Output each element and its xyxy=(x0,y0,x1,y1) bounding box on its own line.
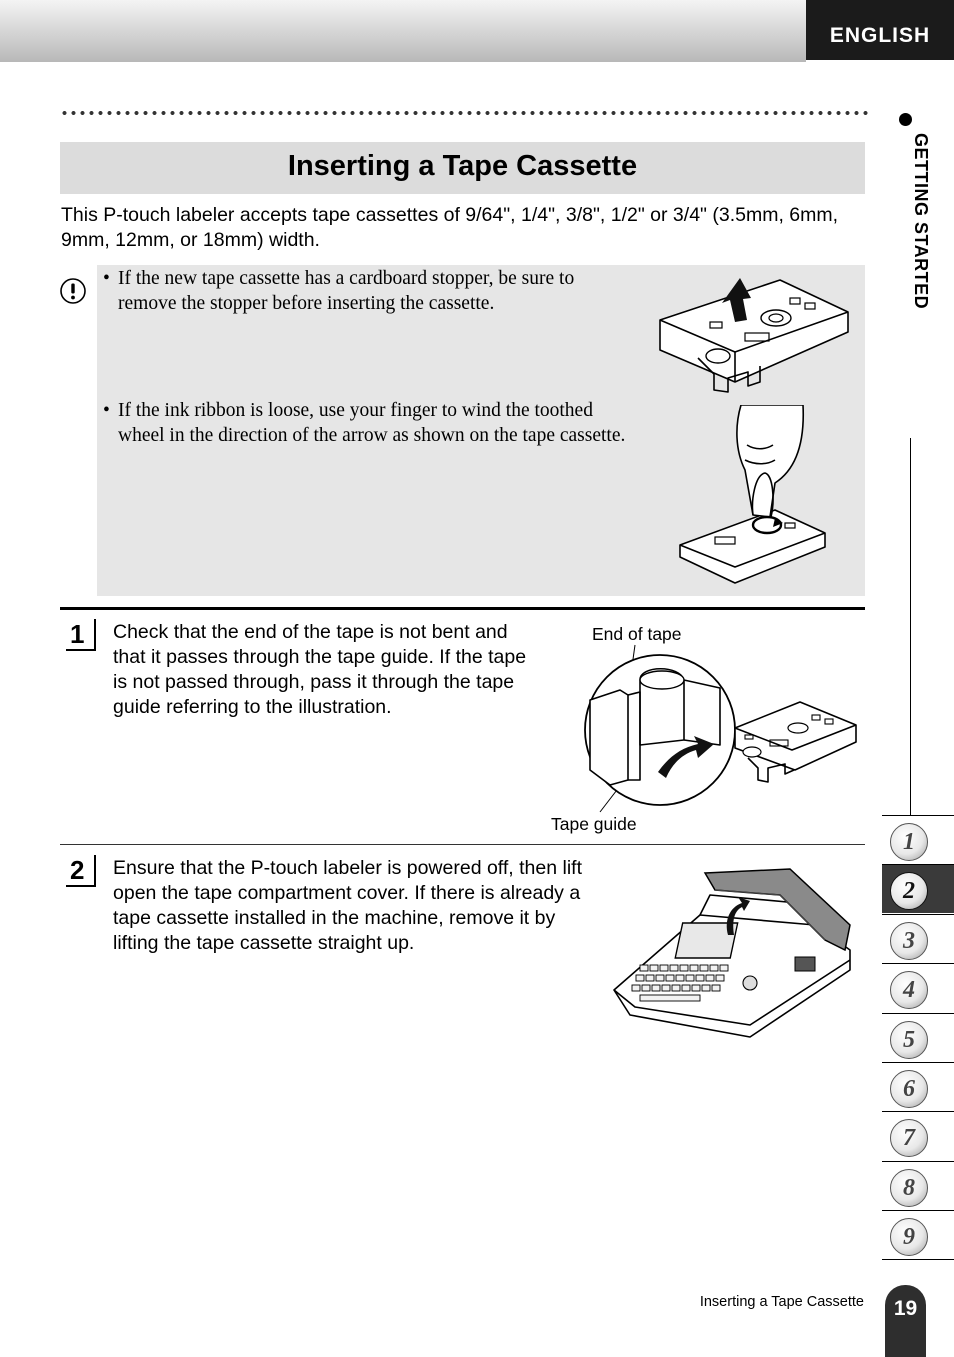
step-divider xyxy=(60,844,865,845)
chapter-number: 2 xyxy=(890,872,928,910)
chapter-number: 6 xyxy=(890,1070,928,1108)
chapter-tab-5[interactable] xyxy=(882,1013,954,1062)
note-item-text: If the ink ribbon is loose, use your finger to wind the toothed wheel in the direction of the arrow as shown on the tape cassette. xyxy=(118,400,626,446)
bullet-marker: • xyxy=(103,400,110,421)
title-banner xyxy=(60,142,865,194)
tape-guide-label: Tape guide xyxy=(551,814,637,834)
chapter-tab-1[interactable] xyxy=(882,815,954,864)
note-item-text: If the new tape cassette has a cardboard stopper, be sure to remove the stopper before inserting the cassette. xyxy=(118,268,575,314)
chapter-number: 7 xyxy=(890,1119,928,1157)
dotted-divider xyxy=(60,110,868,116)
chapter-tab-3[interactable] xyxy=(882,914,954,963)
cassette-stopper-illustration xyxy=(650,270,855,400)
section-rule xyxy=(60,607,865,610)
chapter-tab-8[interactable] xyxy=(882,1161,954,1210)
section-bullet xyxy=(899,113,912,126)
chapter-tab-7[interactable] xyxy=(882,1111,954,1160)
labeler-open-illustration xyxy=(610,865,858,1045)
step-2-text: Ensure that the P-touch labeler is powered off, then lift open the tape compartment cover. If there is already a tape cassette installed in the machine, remove it by lifting the tape cassette straight up. xyxy=(113,857,582,954)
chapter-tab-4[interactable] xyxy=(882,963,954,1012)
header-bar xyxy=(0,0,806,62)
step-1-number: 1 xyxy=(70,619,85,649)
chapter-number: 1 xyxy=(890,823,928,861)
chapter-number: 9 xyxy=(890,1218,928,1256)
step-1-text: Check that the end of the tape is not bent and that it passes through the tape guide. If the tape is not passed through, pass it through the tape guide referring to the illustration. xyxy=(113,621,527,718)
chapter-number: 8 xyxy=(890,1169,928,1207)
tape-guide-illustration xyxy=(580,640,860,820)
language-label: ENGLISH xyxy=(806,0,954,60)
end-of-tape-label: End of tape xyxy=(592,624,682,644)
chapter-tab-6[interactable] xyxy=(882,1062,954,1111)
chapter-tab-9[interactable] xyxy=(882,1210,954,1260)
sidebar-rule xyxy=(910,438,911,816)
section-label: GETTING STARTED xyxy=(911,133,931,310)
note-item-2 xyxy=(103,398,638,448)
page-number: 19 xyxy=(885,1285,926,1357)
intro-text: This P-touch labeler accepts tape cassettes of 9/64", 1/4", 3/8", 1/2" or 3/4" (3.5mm, 6mm, 9mm, 12mm, or 18mm) width. xyxy=(61,204,839,251)
chapter-tab-2[interactable] xyxy=(882,864,954,913)
chapter-number: 3 xyxy=(890,922,928,960)
step-2-number: 2 xyxy=(70,855,85,885)
chapter-number: 4 xyxy=(890,971,928,1009)
bullet-marker: • xyxy=(103,268,110,289)
chapter-number: 5 xyxy=(890,1021,928,1059)
caution-icon xyxy=(60,278,86,304)
page-title: Inserting a Tape Cassette xyxy=(287,150,638,182)
note-item-1 xyxy=(103,266,618,316)
finger-wind-illustration xyxy=(675,405,835,590)
running-footer: Inserting a Tape Cassette xyxy=(699,1294,864,1310)
